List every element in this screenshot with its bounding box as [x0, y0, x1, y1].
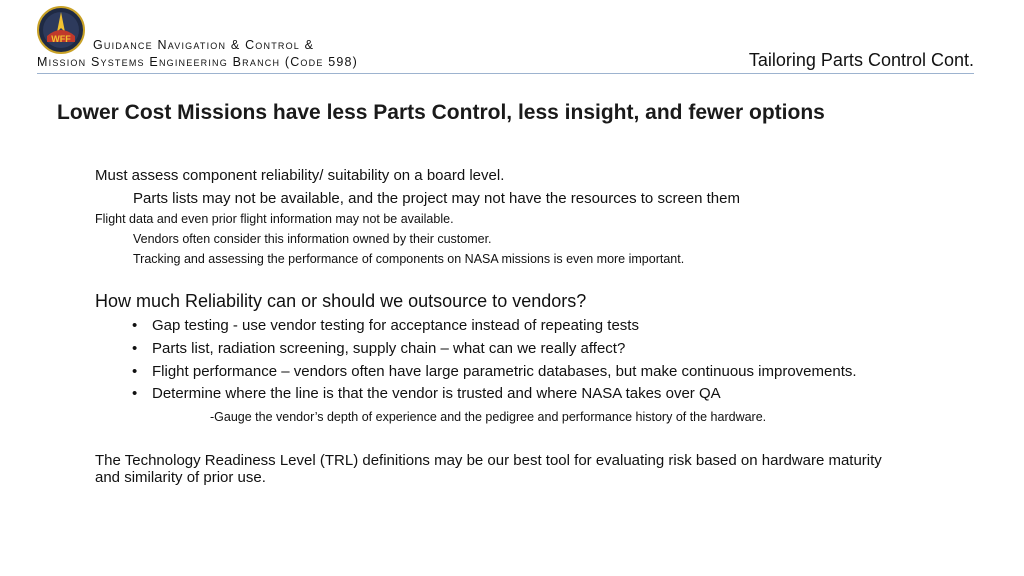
- logo-text: WFF: [51, 34, 71, 44]
- slide-title: Lower Cost Missions have less Parts Control, less insight, and fewer options: [57, 101, 825, 124]
- bullet-text: Gap testing - use vendor testing for acceptance instead of repeating tests: [152, 317, 639, 334]
- section1-line5: Tracking and assessing the performance of components on NASA missions is even more important.: [133, 252, 685, 266]
- bullet-dot: •: [132, 363, 138, 380]
- org-name-line2: Mission Systems Engineering Branch (Code 598): [37, 55, 359, 69]
- slide-header-title: Tailoring Parts Control Cont.: [748, 50, 974, 70]
- bullet-item: [132, 385, 721, 402]
- section1-line4: Vendors often consider this information owned by their customer.: [133, 232, 492, 246]
- bullet-item: [132, 317, 639, 334]
- bullet-item: [132, 363, 857, 380]
- section3-line1: The Technology Readiness Level (TRL) definitions may be our best tool for evaluating risk based on hardware maturity: [95, 452, 882, 469]
- bullet-item: [132, 340, 625, 357]
- org-name-line1: Guidance Navigation & Control &: [93, 38, 315, 52]
- bullet-dot: •: [132, 340, 138, 357]
- section1-line1: Must assess component reliability/ suitability on a board level.: [95, 167, 505, 184]
- section1-line3: Flight data and even prior flight information may not be available.: [95, 212, 454, 226]
- section3-line2: and similarity of prior use.: [95, 469, 266, 486]
- header-divider: [37, 73, 974, 74]
- bullet-text: Parts list, radiation screening, supply chain – what can we really affect?: [152, 340, 626, 357]
- bullet-text: Determine where the line is that the vendor is trusted and where NASA takes over QA: [152, 385, 721, 402]
- section1-line2: Parts lists may not be available, and the project may not have the resources to screen them: [133, 190, 740, 207]
- bullet-text: Flight performance – vendors often have large parametric databases, but make continuous improvements.: [152, 363, 857, 380]
- section2-subnote: -Gauge the vendor’s depth of experience and the pedigree and performance history of the hardware.: [210, 410, 767, 424]
- wff-logo: [37, 6, 85, 54]
- bullet-dot: •: [132, 385, 138, 402]
- section2-heading: How much Reliability can or should we outsource to vendors?: [95, 291, 587, 311]
- bullet-dot: •: [132, 317, 138, 334]
